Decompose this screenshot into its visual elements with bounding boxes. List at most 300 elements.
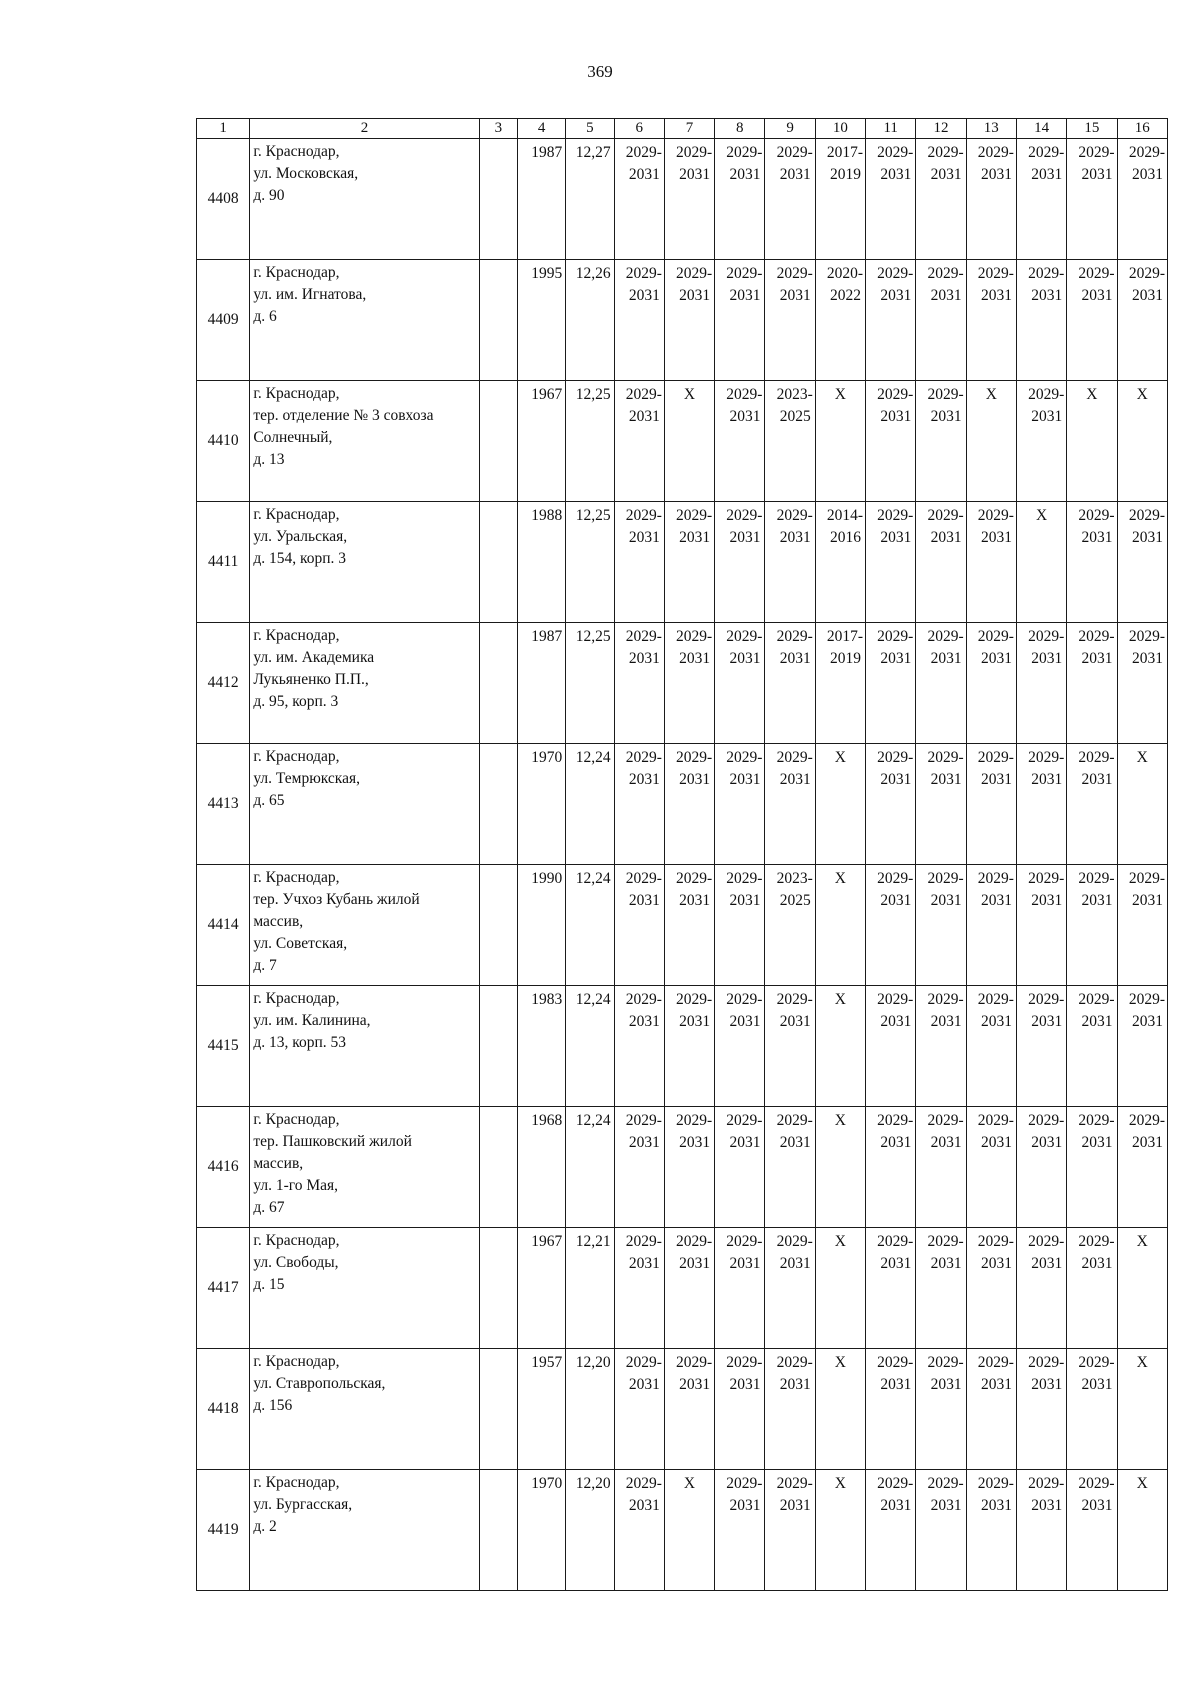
period-text: 2029- 2031 bbox=[625, 265, 662, 304]
period-cell bbox=[614, 623, 664, 744]
period-text: 2029- 2031 bbox=[877, 265, 914, 304]
period-text: 2029- 2031 bbox=[1078, 507, 1115, 546]
period-text: 2020- 2022 bbox=[826, 265, 864, 304]
column-header-1: 1 bbox=[197, 119, 250, 139]
period-text: 2029- 2031 bbox=[1128, 991, 1165, 1030]
table-row bbox=[197, 381, 1168, 502]
period-cell bbox=[1016, 623, 1066, 744]
period-text: 2029- 2031 bbox=[1028, 144, 1065, 183]
period-text: 2014- 2016 bbox=[826, 507, 864, 546]
period-text: X bbox=[834, 870, 846, 887]
period-text: 2029- 2031 bbox=[625, 386, 662, 425]
period-text: X bbox=[834, 1233, 846, 1250]
period-text: X bbox=[1086, 386, 1098, 403]
period-text: 2029- 2031 bbox=[726, 1475, 763, 1514]
period-cell bbox=[715, 865, 765, 986]
period-text: 2029- 2031 bbox=[675, 991, 713, 1030]
table-row bbox=[197, 502, 1168, 623]
period-cell bbox=[866, 139, 916, 260]
period-text: X bbox=[834, 991, 846, 1008]
period-cell bbox=[1117, 1470, 1167, 1591]
period-text: 2029- 2031 bbox=[927, 628, 964, 667]
period-text: 2029- 2031 bbox=[625, 870, 662, 909]
row-number: 4418 bbox=[197, 1349, 250, 1470]
year-cell: 1988 bbox=[517, 502, 565, 623]
period-text: 2029- 2031 bbox=[927, 991, 964, 1030]
period-cell bbox=[1016, 1349, 1066, 1470]
period-text: 2029- 2031 bbox=[927, 144, 964, 183]
value-cell: 12,25 bbox=[566, 381, 614, 502]
period-cell bbox=[966, 1470, 1016, 1591]
period-text: 2029- 2031 bbox=[1078, 628, 1115, 667]
period-cell bbox=[1117, 744, 1167, 865]
period-cell bbox=[815, 260, 865, 381]
period-cell bbox=[916, 744, 966, 865]
period-cell bbox=[1016, 865, 1066, 986]
year-cell: 1967 bbox=[517, 1228, 565, 1349]
period-cell bbox=[765, 986, 815, 1107]
period-text: 2029- 2031 bbox=[776, 1233, 813, 1272]
period-text: 2029- 2031 bbox=[977, 991, 1014, 1030]
period-cell bbox=[1117, 623, 1167, 744]
year-cell: 1968 bbox=[517, 1107, 565, 1228]
period-cell bbox=[1016, 986, 1066, 1107]
period-cell bbox=[966, 623, 1016, 744]
row-number: 4416 bbox=[197, 1107, 250, 1228]
address-cell: г. Краснодар, тер. отделение № 3 совхоза Солнечный, д. 13 bbox=[250, 381, 479, 502]
table-row bbox=[197, 1470, 1168, 1591]
year-cell: 1983 bbox=[517, 986, 565, 1107]
period-cell bbox=[815, 744, 865, 865]
period-text: 2029- 2031 bbox=[726, 265, 763, 304]
value-cell: 12,20 bbox=[566, 1470, 614, 1591]
period-cell bbox=[1117, 1107, 1167, 1228]
row-number: 4412 bbox=[197, 623, 250, 744]
period-cell bbox=[1117, 381, 1167, 502]
period-cell bbox=[715, 1470, 765, 1591]
address-cell: г. Краснодар, ул. Бургасская, д. 2 bbox=[250, 1470, 479, 1591]
column-header-7: 7 bbox=[664, 119, 714, 139]
period-text: 2029- 2031 bbox=[625, 1475, 662, 1514]
period-cell bbox=[664, 865, 714, 986]
row-number: 4408 bbox=[197, 139, 250, 260]
period-cell bbox=[916, 865, 966, 986]
period-text: X bbox=[1136, 1233, 1148, 1250]
period-cell bbox=[1016, 1107, 1066, 1228]
period-text: 2029- 2031 bbox=[726, 144, 763, 183]
period-text: 2029- 2031 bbox=[877, 1112, 914, 1151]
period-text: 2029- 2031 bbox=[1128, 628, 1165, 667]
period-cell bbox=[765, 865, 815, 986]
period-text: 2029- 2031 bbox=[1028, 870, 1065, 909]
period-text: 2029- 2031 bbox=[877, 144, 914, 183]
period-text: 2029- 2031 bbox=[625, 144, 662, 183]
period-text: 2029- 2031 bbox=[675, 144, 713, 183]
period-text: 2029- 2031 bbox=[726, 749, 763, 788]
period-cell bbox=[866, 1349, 916, 1470]
period-cell bbox=[1067, 381, 1117, 502]
period-text: X bbox=[683, 386, 696, 403]
period-cell bbox=[1067, 1107, 1117, 1228]
column-3-cell bbox=[479, 744, 517, 865]
period-cell bbox=[664, 260, 714, 381]
period-cell bbox=[614, 744, 664, 865]
period-text: 2029- 2031 bbox=[977, 870, 1014, 909]
period-text: 2029- 2031 bbox=[927, 386, 964, 425]
period-cell bbox=[815, 1228, 865, 1349]
year-cell: 1967 bbox=[517, 381, 565, 502]
period-text: 2029- 2031 bbox=[877, 1233, 914, 1272]
column-3-cell bbox=[479, 1228, 517, 1349]
period-cell bbox=[614, 865, 664, 986]
period-text: 2029- 2031 bbox=[776, 265, 813, 304]
period-cell bbox=[664, 1349, 714, 1470]
value-cell: 12,25 bbox=[566, 623, 614, 744]
period-cell bbox=[614, 1107, 664, 1228]
period-cell bbox=[1117, 986, 1167, 1107]
period-cell bbox=[614, 260, 664, 381]
period-cell bbox=[715, 1349, 765, 1470]
period-cell bbox=[765, 623, 815, 744]
period-text: 2029- 2031 bbox=[726, 1354, 763, 1393]
period-cell bbox=[614, 986, 664, 1107]
period-text: 2029- 2031 bbox=[726, 870, 763, 909]
period-cell bbox=[815, 865, 865, 986]
period-text: 2029- 2031 bbox=[726, 991, 763, 1030]
row-number: 4413 bbox=[197, 744, 250, 865]
row-number: 4414 bbox=[197, 865, 250, 986]
column-header-4: 4 bbox=[517, 119, 565, 139]
period-text: 2023- 2025 bbox=[776, 386, 813, 425]
period-cell bbox=[614, 502, 664, 623]
period-text: 2017- 2019 bbox=[826, 144, 864, 183]
period-cell bbox=[765, 260, 815, 381]
period-cell bbox=[1067, 139, 1117, 260]
period-text: 2029- 2031 bbox=[1078, 991, 1115, 1030]
period-cell bbox=[715, 623, 765, 744]
period-text: 2029- 2031 bbox=[1078, 1475, 1115, 1514]
address-cell: г. Краснодар, ул. им. Калинина, д. 13, корп. 53 bbox=[250, 986, 479, 1107]
period-cell bbox=[1067, 502, 1117, 623]
period-cell bbox=[765, 1470, 815, 1591]
period-cell bbox=[866, 744, 916, 865]
period-cell bbox=[866, 1470, 916, 1591]
period-text: X bbox=[985, 386, 997, 403]
column-header-9: 9 bbox=[765, 119, 815, 139]
period-text: 2029- 2031 bbox=[726, 628, 763, 667]
period-text: 2029- 2031 bbox=[1078, 1354, 1115, 1393]
period-cell bbox=[614, 1470, 664, 1591]
period-cell bbox=[1067, 1228, 1117, 1349]
year-cell: 1957 bbox=[517, 1349, 565, 1470]
period-text: 2029- 2031 bbox=[675, 870, 713, 909]
address-cell: г. Краснодар, ул. Темрюкская, д. 65 bbox=[250, 744, 479, 865]
period-text: 2029- 2031 bbox=[877, 749, 914, 788]
value-cell: 12,25 bbox=[566, 502, 614, 623]
period-cell bbox=[664, 986, 714, 1107]
year-cell: 1995 bbox=[517, 260, 565, 381]
period-cell bbox=[966, 502, 1016, 623]
period-text: 2029- 2031 bbox=[625, 628, 662, 667]
period-cell bbox=[815, 381, 865, 502]
period-text: 2029- 2031 bbox=[1028, 265, 1065, 304]
period-cell bbox=[916, 381, 966, 502]
column-3-cell bbox=[479, 986, 517, 1107]
period-text: 2029- 2031 bbox=[1028, 749, 1065, 788]
period-cell bbox=[966, 744, 1016, 865]
period-cell bbox=[1016, 744, 1066, 865]
period-cell bbox=[966, 260, 1016, 381]
period-text: 2029- 2031 bbox=[977, 1112, 1014, 1151]
period-text: 2023- 2025 bbox=[776, 870, 813, 909]
column-header-10: 10 bbox=[815, 119, 865, 139]
period-text: 2029- 2031 bbox=[625, 991, 662, 1030]
period-text: 2029- 2031 bbox=[977, 749, 1014, 788]
period-cell bbox=[664, 623, 714, 744]
period-cell bbox=[1067, 1470, 1117, 1591]
address-cell: г. Краснодар, тер. Пашковский жилой массив, ул. 1-го Мая, д. 67 bbox=[250, 1107, 479, 1228]
column-header-2: 2 bbox=[250, 119, 479, 139]
period-text: 2029- 2031 bbox=[977, 265, 1014, 304]
value-cell: 12,26 bbox=[566, 260, 614, 381]
period-cell bbox=[966, 381, 1016, 502]
period-text: 2029- 2031 bbox=[1028, 991, 1065, 1030]
period-cell bbox=[765, 1107, 815, 1228]
period-text: 2029- 2031 bbox=[927, 870, 964, 909]
period-cell bbox=[1016, 1228, 1066, 1349]
period-text: 2029- 2031 bbox=[927, 507, 964, 546]
period-text: 2029- 2031 bbox=[1078, 265, 1115, 304]
column-header-14: 14 bbox=[1016, 119, 1066, 139]
column-header-12: 12 bbox=[916, 119, 966, 139]
column-3-cell bbox=[479, 502, 517, 623]
period-cell bbox=[1117, 1228, 1167, 1349]
period-text: 2029- 2031 bbox=[1078, 1112, 1115, 1151]
period-cell bbox=[614, 1228, 664, 1349]
period-cell bbox=[715, 139, 765, 260]
period-cell bbox=[664, 139, 714, 260]
period-text: 2029- 2031 bbox=[1128, 265, 1165, 304]
period-text: 2029- 2031 bbox=[977, 144, 1014, 183]
period-text: 2029- 2031 bbox=[877, 507, 914, 546]
period-cell bbox=[815, 986, 865, 1107]
year-cell: 1970 bbox=[517, 1470, 565, 1591]
period-text: 2029- 2031 bbox=[776, 749, 813, 788]
period-text: 2029- 2031 bbox=[675, 1112, 713, 1151]
period-cell bbox=[1067, 986, 1117, 1107]
value-cell: 12,24 bbox=[566, 865, 614, 986]
period-text: 2029- 2031 bbox=[726, 1112, 763, 1151]
column-3-cell bbox=[479, 623, 517, 744]
column-header-6: 6 bbox=[614, 119, 664, 139]
period-cell bbox=[815, 502, 865, 623]
period-text: 2029- 2031 bbox=[1078, 144, 1115, 183]
period-cell bbox=[765, 381, 815, 502]
address-cell: г. Краснодар, ул. Свободы, д. 15 bbox=[250, 1228, 479, 1349]
address-cell: г. Краснодар, ул. Московская, д. 90 bbox=[250, 139, 479, 260]
period-cell bbox=[765, 1228, 815, 1349]
period-text: 2029- 2031 bbox=[927, 1112, 964, 1151]
column-header-8: 8 bbox=[715, 119, 765, 139]
period-text: 2029- 2031 bbox=[726, 386, 763, 425]
period-cell bbox=[664, 744, 714, 865]
period-cell bbox=[1117, 1349, 1167, 1470]
address-cell: г. Краснодар, ул. им. Игнатова, д. 6 bbox=[250, 260, 479, 381]
period-text: 2029- 2031 bbox=[1128, 870, 1165, 909]
column-3-cell bbox=[479, 865, 517, 986]
period-text: 2029- 2031 bbox=[1128, 507, 1165, 546]
period-text: 2029- 2031 bbox=[675, 1354, 713, 1393]
period-text: 2029- 2031 bbox=[1028, 1233, 1065, 1272]
column-3-cell bbox=[479, 260, 517, 381]
period-cell bbox=[715, 381, 765, 502]
period-cell bbox=[815, 1470, 865, 1591]
period-cell bbox=[916, 1470, 966, 1591]
period-text: 2029- 2031 bbox=[977, 1233, 1014, 1272]
period-text: 2029- 2031 bbox=[977, 1475, 1014, 1514]
address-cell: г. Краснодар, ул. им. Академика Лукьяненко П.П., д. 95, корп. 3 bbox=[250, 623, 479, 744]
year-cell: 1990 bbox=[517, 865, 565, 986]
period-text: 2029- 2031 bbox=[1128, 144, 1165, 183]
period-text: 2029- 2031 bbox=[1028, 1475, 1065, 1514]
row-number: 4410 bbox=[197, 381, 250, 502]
table-row bbox=[197, 1107, 1168, 1228]
table-row bbox=[197, 623, 1168, 744]
period-text: 2029- 2031 bbox=[726, 1233, 763, 1272]
period-text: 2029- 2031 bbox=[977, 628, 1014, 667]
address-cell: г. Краснодар, тер. Учхоз Кубань жилой массив, ул. Советская, д. 7 bbox=[250, 865, 479, 986]
column-3-cell bbox=[479, 1107, 517, 1228]
header-row bbox=[197, 119, 1168, 139]
period-text: 2029- 2031 bbox=[877, 1475, 914, 1514]
period-text: 2029- 2031 bbox=[675, 749, 713, 788]
period-cell bbox=[1016, 260, 1066, 381]
period-text: 2029- 2031 bbox=[877, 628, 914, 667]
period-text: 2029- 2031 bbox=[776, 1475, 813, 1514]
period-text: 2029- 2031 bbox=[675, 265, 713, 304]
period-text: 2029- 2031 bbox=[877, 991, 914, 1030]
period-cell bbox=[916, 1228, 966, 1349]
value-cell: 12,24 bbox=[566, 744, 614, 865]
period-cell bbox=[715, 1107, 765, 1228]
period-text: 2029- 2031 bbox=[927, 1354, 964, 1393]
period-text: 2029- 2031 bbox=[625, 749, 662, 788]
column-header-13: 13 bbox=[966, 119, 1016, 139]
period-text: 2029- 2031 bbox=[675, 628, 713, 667]
period-cell bbox=[1067, 865, 1117, 986]
period-text: 2029- 2031 bbox=[977, 1354, 1014, 1393]
table-row bbox=[197, 139, 1168, 260]
period-cell bbox=[916, 139, 966, 260]
table-row bbox=[197, 1228, 1168, 1349]
period-cell bbox=[966, 1228, 1016, 1349]
period-text: 2029- 2031 bbox=[1028, 1112, 1065, 1151]
period-cell bbox=[866, 381, 916, 502]
column-header-3: 3 bbox=[479, 119, 517, 139]
table-row bbox=[197, 986, 1168, 1107]
period-text: X bbox=[1136, 1354, 1148, 1371]
period-text: X bbox=[1136, 749, 1148, 766]
period-cell bbox=[866, 1107, 916, 1228]
period-cell bbox=[866, 865, 916, 986]
table-row bbox=[197, 744, 1168, 865]
period-text: 2029- 2031 bbox=[927, 749, 964, 788]
address-cell: г. Краснодар, ул. Ставропольская, д. 156 bbox=[250, 1349, 479, 1470]
period-text: 2029- 2031 bbox=[726, 507, 763, 546]
period-text: 2029- 2031 bbox=[1128, 1112, 1165, 1151]
column-3-cell bbox=[479, 139, 517, 260]
period-cell bbox=[765, 502, 815, 623]
period-text: 2029- 2031 bbox=[927, 1233, 964, 1272]
row-number: 4409 bbox=[197, 260, 250, 381]
row-number: 4417 bbox=[197, 1228, 250, 1349]
period-cell bbox=[1016, 1470, 1066, 1591]
period-text: 2029- 2031 bbox=[776, 507, 813, 546]
period-cell bbox=[916, 623, 966, 744]
period-cell bbox=[916, 986, 966, 1107]
period-cell bbox=[1067, 260, 1117, 381]
period-cell bbox=[866, 1228, 916, 1349]
period-text: 2029- 2031 bbox=[877, 870, 914, 909]
period-cell bbox=[866, 260, 916, 381]
period-text: 2029- 2031 bbox=[675, 1233, 713, 1272]
column-header-16: 16 bbox=[1117, 119, 1167, 139]
period-text: 2029- 2031 bbox=[776, 991, 813, 1030]
period-text: 2029- 2031 bbox=[625, 1112, 662, 1151]
address-cell: г. Краснодар, ул. Уральская, д. 154, корп. 3 bbox=[250, 502, 479, 623]
column-3-cell bbox=[479, 1349, 517, 1470]
column-header-15: 15 bbox=[1067, 119, 1117, 139]
period-text: 2029- 2031 bbox=[977, 507, 1014, 546]
period-cell bbox=[715, 744, 765, 865]
period-text: X bbox=[683, 1475, 696, 1492]
period-cell bbox=[916, 1107, 966, 1228]
period-text: 2029- 2031 bbox=[625, 1354, 662, 1393]
period-cell bbox=[1117, 865, 1167, 986]
period-text: 2029- 2031 bbox=[625, 507, 662, 546]
value-cell: 12,21 bbox=[566, 1228, 614, 1349]
period-cell bbox=[715, 502, 765, 623]
period-cell bbox=[866, 986, 916, 1107]
period-cell bbox=[715, 986, 765, 1107]
period-cell bbox=[866, 623, 916, 744]
period-cell bbox=[664, 1228, 714, 1349]
period-cell bbox=[1117, 260, 1167, 381]
period-cell bbox=[765, 1349, 815, 1470]
value-cell: 12,20 bbox=[566, 1349, 614, 1470]
period-cell bbox=[966, 1349, 1016, 1470]
period-text: X bbox=[1136, 386, 1148, 403]
column-header-5: 5 bbox=[566, 119, 614, 139]
period-text: 2029- 2031 bbox=[927, 1475, 964, 1514]
period-text: 2029- 2031 bbox=[625, 1233, 662, 1272]
period-cell bbox=[1016, 139, 1066, 260]
period-text: 2029- 2031 bbox=[776, 144, 813, 183]
period-text: X bbox=[834, 1354, 846, 1371]
period-text: X bbox=[834, 749, 846, 766]
period-text: 2029- 2031 bbox=[1078, 870, 1115, 909]
period-cell bbox=[664, 502, 714, 623]
period-text: 2029- 2031 bbox=[1028, 628, 1065, 667]
page-number: 369 bbox=[587, 62, 613, 81]
table-row bbox=[197, 1349, 1168, 1470]
period-text: 2029- 2031 bbox=[1028, 1354, 1065, 1393]
period-cell bbox=[1067, 744, 1117, 865]
period-cell bbox=[916, 502, 966, 623]
period-cell bbox=[664, 381, 714, 502]
row-number: 4419 bbox=[197, 1470, 250, 1591]
period-cell bbox=[916, 260, 966, 381]
